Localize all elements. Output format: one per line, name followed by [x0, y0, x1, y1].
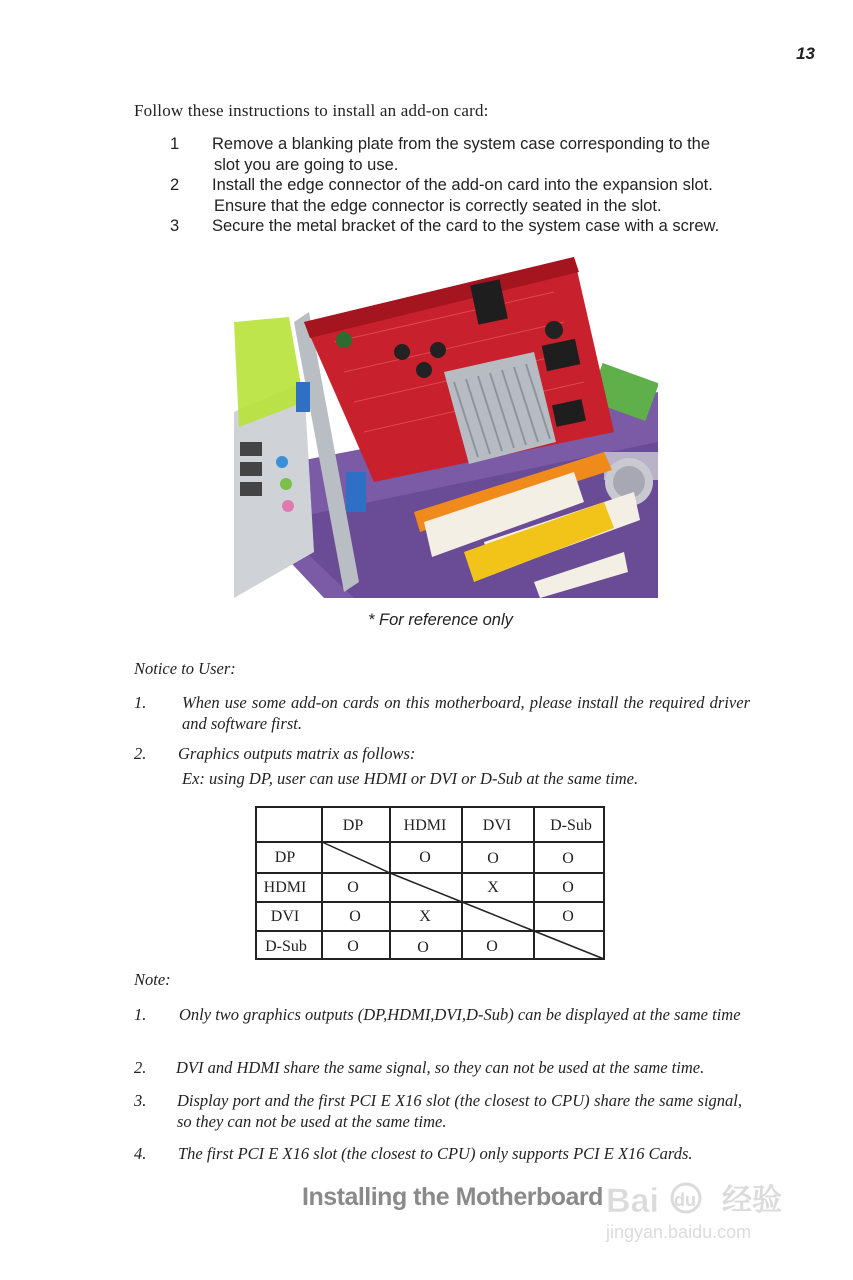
matrix-diagonal: [390, 873, 462, 902]
graphics-outputs-matrix: [255, 806, 605, 960]
notice-text: Graphics outputs matrix as follows:: [178, 744, 416, 763]
matrix-cell: O: [486, 938, 498, 955]
note-number: 1.: [134, 1005, 147, 1024]
step-number: 2: [170, 176, 180, 194]
step-3: [170, 216, 750, 237]
note-number: 3.: [134, 1091, 147, 1110]
note-text: DVI and HDMI share the same signal, so they can not be used at the same time.: [176, 1058, 705, 1077]
step-2: [170, 175, 750, 217]
intro-text: Follow these instructions to install an add-on card:: [134, 101, 489, 120]
matrix-header-dvi: DVI: [482, 817, 512, 834]
matrix-cell: X: [487, 879, 499, 896]
svg-text:du: du: [674, 1190, 696, 1210]
note-item-1: [134, 1004, 750, 1025]
notice-number: 2.: [134, 744, 147, 763]
step-text-cont: slot you are going to use.: [214, 156, 399, 174]
matrix-cell: O: [562, 908, 574, 925]
note-text: The first PCI E X16 slot (the closest to CPU) only supports PCI E X16 Cards.: [178, 1144, 693, 1163]
svg-text:经验: 经验: [722, 1184, 782, 1217]
step-text-cont: Ensure that the edge connector is correctly seated in the slot.: [214, 197, 662, 215]
step-text: Secure the metal bracket of the card to the system case with a screw.: [212, 217, 720, 235]
matrix-row-label: DP: [274, 849, 296, 866]
step-text: Remove a blanking plate from the system case corresponding to the: [212, 135, 711, 153]
matrix-diagonal: [322, 842, 390, 873]
notice-item-1: [134, 692, 750, 734]
matrix-cell: O: [487, 850, 499, 867]
matrix-header-dsub: D-Sub: [550, 817, 592, 834]
matrix-cell: O: [347, 938, 359, 955]
step-1: [170, 134, 750, 176]
svg-text:Bai: Bai: [606, 1182, 659, 1220]
note-text: Display port and the first PCI E X16 slot (the closest to CPU) share the same signal, so they can not be used at the same time.: [177, 1091, 742, 1131]
note-number: 4.: [134, 1144, 147, 1163]
baidu-watermark: [604, 1176, 804, 1246]
notice-text: When use some add-on cards on this motherboard, please install the required driver and software first.: [182, 693, 750, 733]
step-number: 3: [170, 217, 180, 235]
svg-text:jingyan.baidu.com: jingyan.baidu.com: [606, 1222, 752, 1242]
matrix-cell: O: [562, 879, 574, 896]
note-title: Note:: [134, 970, 171, 989]
note-text: Only two graphics outputs (DP,HDMI,DVI,D-Sub) can be displayed at the same time: [179, 1005, 741, 1024]
matrix-cell: O: [347, 879, 359, 896]
matrix-row-label: HDMI: [263, 879, 307, 896]
matrix-row-label: DVI: [270, 908, 300, 925]
matrix-header-hdmi: HDMI: [403, 817, 447, 834]
matrix-diagonal: [534, 931, 604, 959]
matrix-header-dp: DP: [342, 817, 364, 834]
notice-example: Ex: using DP, user can use HDMI or DVI or D-Sub at the same time.: [182, 769, 639, 788]
note-item-4: [134, 1143, 750, 1164]
step-text: Install the edge connector of the add-on card into the expansion slot.: [212, 176, 713, 194]
notice-number: 1.: [134, 693, 147, 712]
note-item-3: [134, 1090, 742, 1132]
reference-caption: * For reference only: [368, 611, 513, 629]
add-on-card-photo: [234, 252, 658, 598]
notice-title: Notice to User:: [134, 659, 236, 678]
page-number: 13: [796, 44, 815, 63]
note-number: 2.: [134, 1058, 147, 1077]
matrix-cell: O: [419, 849, 431, 866]
matrix-diagonal: [462, 902, 534, 931]
footer-section-title: Installing the Motherboard: [302, 1183, 603, 1211]
step-number: 1: [170, 135, 180, 153]
matrix-cell: O: [349, 908, 361, 925]
note-item-2: [134, 1057, 750, 1078]
matrix-cell: X: [419, 908, 431, 925]
matrix-cell: O: [562, 850, 574, 867]
notice-item-2: [134, 743, 750, 764]
matrix-cell: O: [417, 939, 429, 956]
matrix-row-label: D-Sub: [265, 938, 307, 955]
